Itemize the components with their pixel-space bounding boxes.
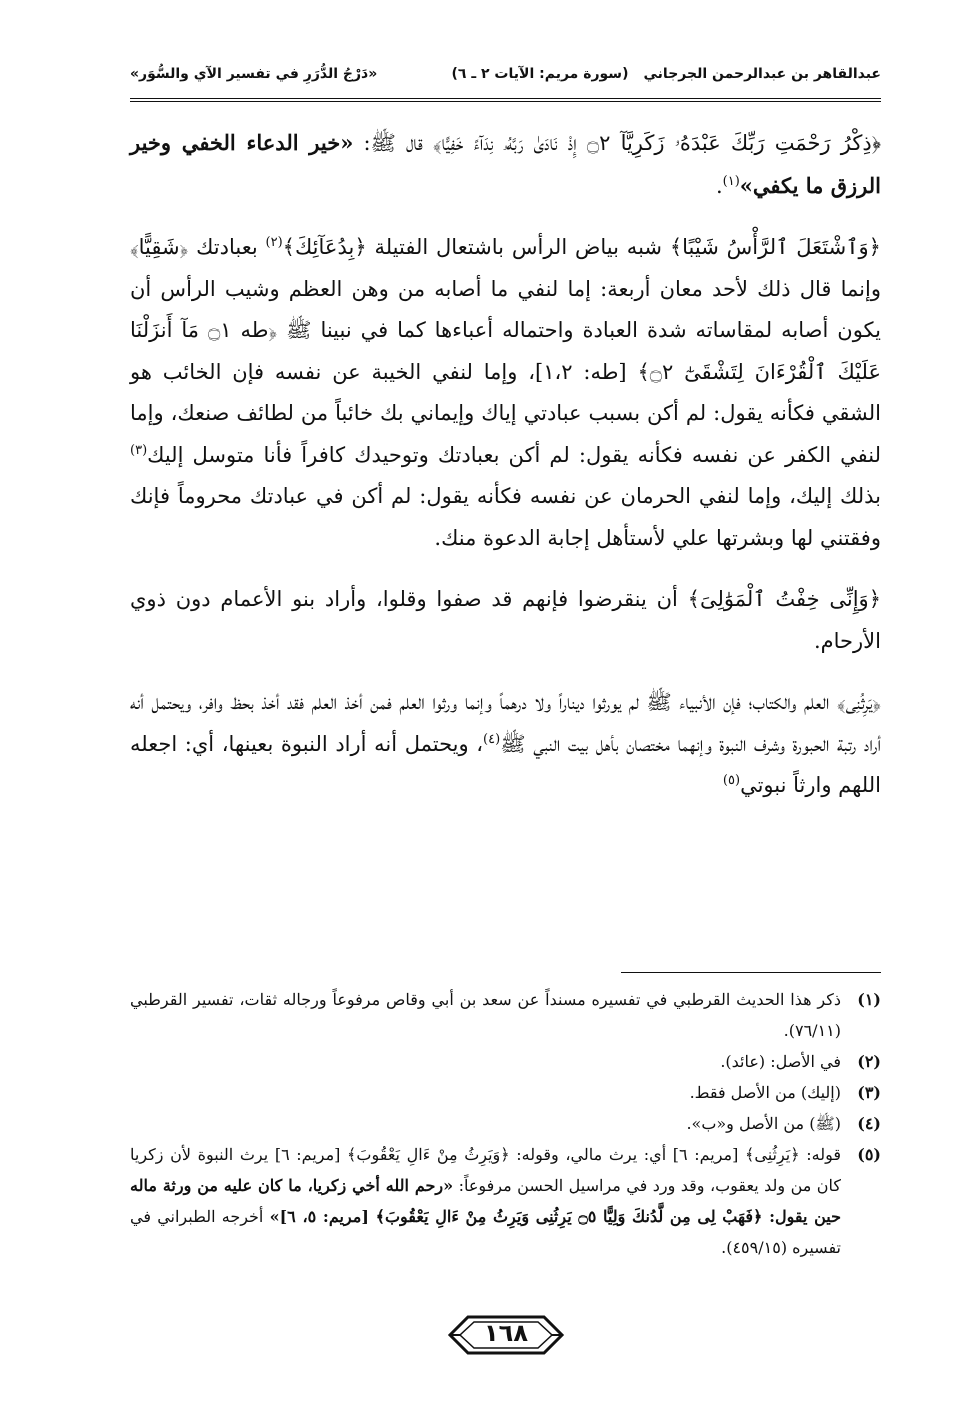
footnote-text — [130, 1139, 841, 1263]
hadith-quote: «خير الدعاء الخفي وخير الرزق ما يكفي» — [130, 130, 881, 198]
footnote-text: في الأصل: (عائد). — [720, 1052, 841, 1071]
page-number-ornament — [446, 1313, 566, 1357]
footnote-text: (إليك) من الأصل فقط. — [689, 1083, 841, 1102]
footnote-ref[interactable]: (٥) — [722, 773, 741, 788]
paragraph-text: بعبادتك ﴿شَقِيًّا﴾ وإنما قال ذلك لأحد معان أربعة: إما لنفي ما أصابه من وهن العظم وشيب الرأس أن يكون أصابه لمقاساته شدة العبادة واحتماله أعباءها كما في نبينا ﷺ ﴿طه ۝١ مَآ أَنزَلْنَا عَلَيْكَ ٱلْقُرْءَانَ لِتَشْقَىٰٓ ۝٢﴾ [طه: ١،٢]، وإما لنفي الخيبة عن نفسه فإن الخائب هو الشقي فكأنه يقول: لم أكن بسبب عبادتي إياك وإيماني بك خائباً من لطائف صنعك، وإما لنفي الكفر عن نفسه فكأنه يقول: لم أكن بعبادتك وتوحيدك كافراً فأنا متوسل إليك — [130, 235, 881, 467]
footnote-ref[interactable]: (٣) — [130, 442, 148, 458]
running-header — [130, 62, 881, 102]
footnote-number: (٣) — [857, 1083, 881, 1102]
paragraph-text: ﴿وَٱشْتَعَلَ ٱلرَّأْسُ شَيْبًا﴾ شبه بياض الرأس باشتعال الفتيلة ﴿بِدُعَآئِكَ﴾ — [282, 235, 881, 259]
paragraph-text: ﴿ذِكْرُ رَحْمَتِ رَبِّكَ عَبْدَهُۥ زَكَرِيَّآ ۝٢ إِذْ نَادَىٰ رَبَّهُۥ نِدَآءً خَفِيًّا﴾ قال ﷺ: — [353, 131, 881, 155]
footnote-item — [130, 1077, 881, 1108]
footnote-text-part: قوله: ﴿يَرِثُنِى﴾ [مريم: ٦] أي: يرث مالي، وقوله: ﴿وَيَرِثُ مِنْ ءَالِ يَعْقُوبَ﴾ [مريم: ٦] يرث النبوة لأن زكريا كان من ولد يعقوب، وقد ورد في مراسيل الحسن مرفوعاً: — [130, 1145, 842, 1195]
paragraph-text: ﴿وَإِنِّى خِفْتُ ٱلْمَوَٰلِىَ﴾ أن ينقرضوا فإنهم قد صفوا وقلوا، وأراد بنو الأعمام دون ذوي الأرحام. — [130, 587, 881, 653]
footnote-item — [130, 1139, 881, 1263]
footnote-divider — [621, 972, 881, 973]
paragraph-text: ، ويحتمل أنه أراد النبوة بعينها، أي: اجعله اللهم وارثاً نبوتي — [130, 731, 881, 797]
paragraph-text: . — [715, 173, 723, 198]
main-text — [130, 122, 881, 827]
footnote-number: (١) — [857, 990, 881, 1009]
footnote-ref[interactable]: (١) — [722, 173, 740, 189]
footnote-item — [130, 1108, 881, 1139]
paragraph — [130, 682, 881, 807]
footnote-item — [130, 1046, 881, 1077]
paragraph-text: بذلك إليك، وإما لنفي الحرمان عن نفسه فكأنه يقول: لم أكن في عبادتك محروماً فإنك وفقتني لها وبشرتها علي لأستأهل إجابة الدعوة منك. — [130, 484, 881, 550]
footnote-text: ذكر هذا الحديث القرطبي في تفسيره مسنداً عن سعد بن أبي وقاص مرفوعاً ورجاله ثقات، تفسير القرطبي (٧٦/١١). — [130, 990, 841, 1040]
paragraph — [130, 227, 881, 559]
footnote-ref[interactable]: (٢) — [265, 235, 283, 250]
footnote-number: (٥) — [857, 1145, 881, 1164]
book-title: «دَرْجُ الدُّرَرِ في تفسير الآي والسُّوَر» — [130, 66, 378, 82]
footnote-number: (٤) — [857, 1114, 881, 1133]
hadith-quote: «رحم الله أخي زكريا، ما كان عليه من ورثة ماله حين يقول: ﴿فَهَبْ لِى مِن لَّدُنكَ وَلِيًّا ۝٥ يَرِثُنِى وَيَرِثُ مِنْ ءَالِ يَعْقُوبَ﴾ [مريم: ٥، ٦]» — [130, 1176, 842, 1226]
page-number: ١٦٨ — [484, 1319, 528, 1347]
footnote-item — [130, 984, 881, 1046]
paragraph-text: ﴿يَرِثُنِى﴾ العلم والكتاب؛ فإن الأنبياء ﷺ لم يورثوا ديناراً ولا درهماً وإنما ورثوا العلم فمن أخذ العلم فقد أخذ بحظ وافر، ويحتمل أنه أراد رتبة الحبورة وشرف النبوة وإنهما مختصان بأهل بيت النبي ﷺ — [130, 690, 882, 756]
footnotes — [130, 984, 881, 1263]
footnote-ref[interactable]: (٤) — [483, 731, 501, 747]
author-name: عبدالقاهر بن عبدالرحمن الجرجاني — [643, 66, 881, 82]
surah-range: (سورة مريم: الآيات ٢ ـ ٦) — [451, 66, 629, 82]
header-divider — [130, 98, 881, 102]
paragraph — [130, 579, 881, 662]
footnote-text: (ﷺ) من الأصل و«ب». — [686, 1114, 841, 1133]
footnote-number: (٢) — [857, 1052, 881, 1071]
paragraph — [130, 122, 881, 207]
footnote-text-part: أخرجه الطبراني في تفسيره (٤٥٩/١٥). — [130, 1207, 841, 1257]
